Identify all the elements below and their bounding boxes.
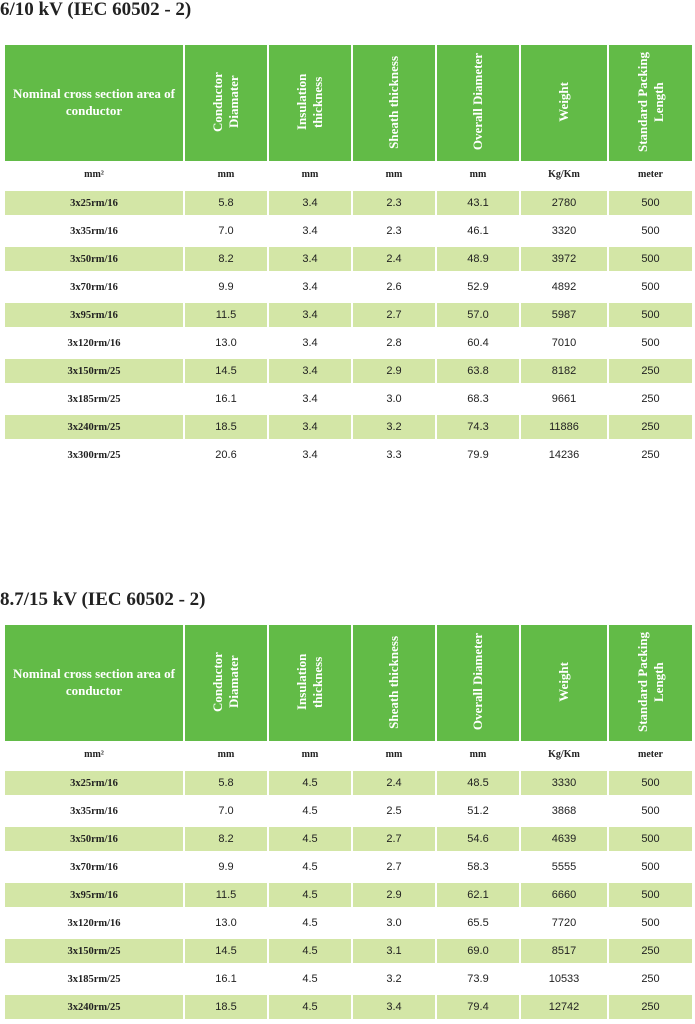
spec-table-2 [3,625,694,1023]
cross-section-cell: 3x50rm/16 [5,827,183,855]
column-header [609,625,692,739]
cross-section-cell: 3x25rm/16 [5,191,183,219]
value-cell: 20.6 [185,443,267,471]
value-cell: 46.1 [437,219,519,247]
value-cell: 3972 [521,247,607,275]
value-cell: 4.5 [269,967,351,995]
value-cell: 2.4 [353,247,435,275]
value-cell: 68.3 [437,387,519,415]
value-cell: 11.5 [185,883,267,911]
value-cell: 3330 [521,771,607,799]
value-cell: 4639 [521,827,607,855]
column-header-label: Sheath thickness [386,55,401,149]
table-row [5,303,692,331]
unit-label: mm [385,168,403,180]
value-cell: 57.0 [437,303,519,331]
value-cell: 3.2 [353,967,435,995]
value-cell: 16.1 [185,387,267,415]
cross-section-cell: 3x25rm/16 [5,771,183,799]
value-cell: 3.4 [269,275,351,303]
value-cell: 74.3 [437,415,519,443]
value-cell: 2.5 [353,799,435,827]
value-cell: 500 [609,303,692,331]
unit-label: meter [638,168,663,180]
value-cell: 79.9 [437,443,519,471]
table-row [5,855,692,883]
value-cell: 79.4 [437,995,519,1023]
unit-label: mm [469,748,487,760]
value-cell: 4.5 [269,995,351,1023]
table-row [5,771,692,799]
value-cell: 3.4 [269,387,351,415]
cross-section-cell: 3x300rm/25 [5,443,183,471]
value-cell: 3.4 [269,303,351,331]
value-cell: 3.4 [353,995,435,1023]
value-cell: 2.3 [353,191,435,219]
value-cell: 54.6 [437,827,519,855]
table-row [5,415,692,443]
column-header-label: Insulation thickness [294,73,325,131]
unit-label: mm [301,748,319,760]
value-cell: 8182 [521,359,607,387]
header-row [5,625,692,739]
column-header-label: Conductor Diamater [210,652,241,712]
table-row [5,191,692,219]
value-cell: 5.8 [185,191,267,219]
value-cell: 14.5 [185,359,267,387]
value-cell: 3.4 [269,247,351,275]
column-header-label: Standard Packing Length [634,51,666,153]
value-cell: 250 [609,995,692,1023]
column-header [269,625,351,739]
value-cell: 13.0 [185,331,267,359]
value-cell: 2.3 [353,219,435,247]
table-row [5,275,692,303]
table-row [5,883,692,911]
value-cell: 500 [609,799,692,827]
value-cell: 18.5 [185,995,267,1023]
value-cell: 9.9 [185,855,267,883]
column-header [185,45,267,159]
value-cell: 3320 [521,219,607,247]
column-header [609,45,692,159]
value-cell: 2.9 [353,883,435,911]
cross-section-cell: 3x95rm/16 [5,303,183,331]
unit-label: mm [217,748,235,760]
unit-label: meter [638,748,663,760]
value-cell: 3.4 [269,219,351,247]
cross-section-cell: 3x120rm/16 [5,331,183,359]
column-header-label: Insulation thickness [294,653,325,711]
cross-section-cell: 3x50rm/16 [5,247,183,275]
column-header [185,625,267,739]
value-cell: 9.9 [185,275,267,303]
column-header [269,45,351,159]
value-cell: 3.0 [353,911,435,939]
value-cell: 4.5 [269,911,351,939]
unit-label: Kg/Km [548,748,580,760]
value-cell: 500 [609,883,692,911]
column-header [521,45,607,159]
column-header-label: Conductor Diamater [210,72,241,132]
value-cell: 3.2 [353,415,435,443]
cross-section-cell: 3x35rm/16 [5,799,183,827]
cross-section-cell: 3x185rm/25 [5,387,183,415]
value-cell: 2.7 [353,303,435,331]
value-cell: 3.3 [353,443,435,471]
value-cell: 4.5 [269,855,351,883]
table-2-title: 8.7/15 kV (IEC 60502 - 2) [0,589,206,610]
value-cell: 3.4 [269,443,351,471]
unit-label: mm [217,168,235,180]
table-row [5,359,692,387]
value-cell: 4.5 [269,883,351,911]
cross-section-cell: 3x95rm/16 [5,883,183,911]
value-cell: 73.9 [437,967,519,995]
value-cell: 48.5 [437,771,519,799]
value-cell: 250 [609,415,692,443]
value-cell: 4.5 [269,939,351,967]
value-cell: 13.0 [185,911,267,939]
value-cell: 500 [609,275,692,303]
value-cell: 7720 [521,911,607,939]
value-cell: 43.1 [437,191,519,219]
value-cell: 250 [609,443,692,471]
value-cell: 500 [609,331,692,359]
value-cell: 63.8 [437,359,519,387]
column-header-label: Overall Diameter [470,633,485,731]
cross-section-cell: 3x120rm/16 [5,911,183,939]
unit-label: mm² [84,168,104,180]
value-cell: 2.6 [353,275,435,303]
cross-section-cell: 3x240rm/25 [5,995,183,1023]
value-cell: 250 [609,939,692,967]
value-cell: 500 [609,247,692,275]
value-cell: 16.1 [185,967,267,995]
table-row [5,911,692,939]
value-cell: 14236 [521,443,607,471]
column-header: Nominal cross section area of conductor [5,45,183,159]
value-cell: 10533 [521,967,607,995]
value-cell: 2.8 [353,331,435,359]
cross-section-cell: 3x240rm/25 [5,415,183,443]
value-cell: 8.2 [185,827,267,855]
value-cell: 500 [609,911,692,939]
cross-section-cell: 3x150rm/25 [5,939,183,967]
value-cell: 3.4 [269,191,351,219]
unit-label: Kg/Km [548,168,580,180]
table-row [5,939,692,967]
cross-section-cell: 3x185rm/25 [5,967,183,995]
value-cell: 4892 [521,275,607,303]
value-cell: 500 [609,771,692,799]
column-header [437,45,519,159]
value-cell: 4.5 [269,771,351,799]
value-cell: 2.4 [353,771,435,799]
column-header [437,625,519,739]
table-row [5,247,692,275]
value-cell: 7.0 [185,799,267,827]
value-cell: 3.0 [353,387,435,415]
unit-label: mm [301,168,319,180]
value-cell: 7010 [521,331,607,359]
table-row [5,827,692,855]
table-1-title: 6/10 kV (IEC 60502 - 2) [0,0,192,20]
value-cell: 18.5 [185,415,267,443]
header-row [5,45,692,159]
value-cell: 3.1 [353,939,435,967]
value-cell: 3.4 [269,359,351,387]
value-cell: 11886 [521,415,607,443]
value-cell: 2.9 [353,359,435,387]
table-row [5,387,692,415]
unit-label: mm [469,168,487,180]
value-cell: 5.8 [185,771,267,799]
value-cell: 58.3 [437,855,519,883]
value-cell: 69.0 [437,939,519,967]
value-cell: 62.1 [437,883,519,911]
cross-section-cell: 3x150rm/25 [5,359,183,387]
unit-label: mm² [84,748,104,760]
column-header-label: Standard Packing Length [634,631,666,733]
value-cell: 9661 [521,387,607,415]
value-cell: 51.2 [437,799,519,827]
value-cell: 500 [609,827,692,855]
units-row [5,161,692,187]
column-header [521,625,607,739]
table-row [5,443,692,471]
value-cell: 2780 [521,191,607,219]
value-cell: 2.7 [353,855,435,883]
unit-label: mm [385,748,403,760]
column-header-label: Weight [556,662,571,702]
value-cell: 3.4 [269,415,351,443]
value-cell: 500 [609,191,692,219]
value-cell: 8.2 [185,247,267,275]
cross-section-cell: 3x35rm/16 [5,219,183,247]
column-header-label: Weight [556,82,571,122]
value-cell: 3868 [521,799,607,827]
value-cell: 7.0 [185,219,267,247]
value-cell: 3.4 [269,331,351,359]
value-cell: 48.9 [437,247,519,275]
value-cell: 60.4 [437,331,519,359]
column-header-label: Overall Diameter [470,53,485,151]
value-cell: 11.5 [185,303,267,331]
value-cell: 500 [609,855,692,883]
value-cell: 14.5 [185,939,267,967]
value-cell: 5555 [521,855,607,883]
column-header-label: Sheath thickness [386,635,401,729]
spec-table-1 [3,45,694,471]
value-cell: 12742 [521,995,607,1023]
column-header [353,45,435,159]
value-cell: 250 [609,387,692,415]
value-cell: 5987 [521,303,607,331]
value-cell: 4.5 [269,799,351,827]
cross-section-cell: 3x70rm/16 [5,275,183,303]
value-cell: 500 [609,219,692,247]
value-cell: 2.7 [353,827,435,855]
value-cell: 250 [609,359,692,387]
value-cell: 52.9 [437,275,519,303]
value-cell: 250 [609,967,692,995]
value-cell: 65.5 [437,911,519,939]
value-cell: 8517 [521,939,607,967]
value-cell: 6660 [521,883,607,911]
value-cell: 4.5 [269,827,351,855]
table-row [5,967,692,995]
table-row [5,331,692,359]
column-header: Nominal cross section area of conductor [5,625,183,739]
column-header [353,625,435,739]
units-row [5,741,692,767]
table-row [5,995,692,1023]
table-row [5,799,692,827]
table-row [5,219,692,247]
cross-section-cell: 3x70rm/16 [5,855,183,883]
